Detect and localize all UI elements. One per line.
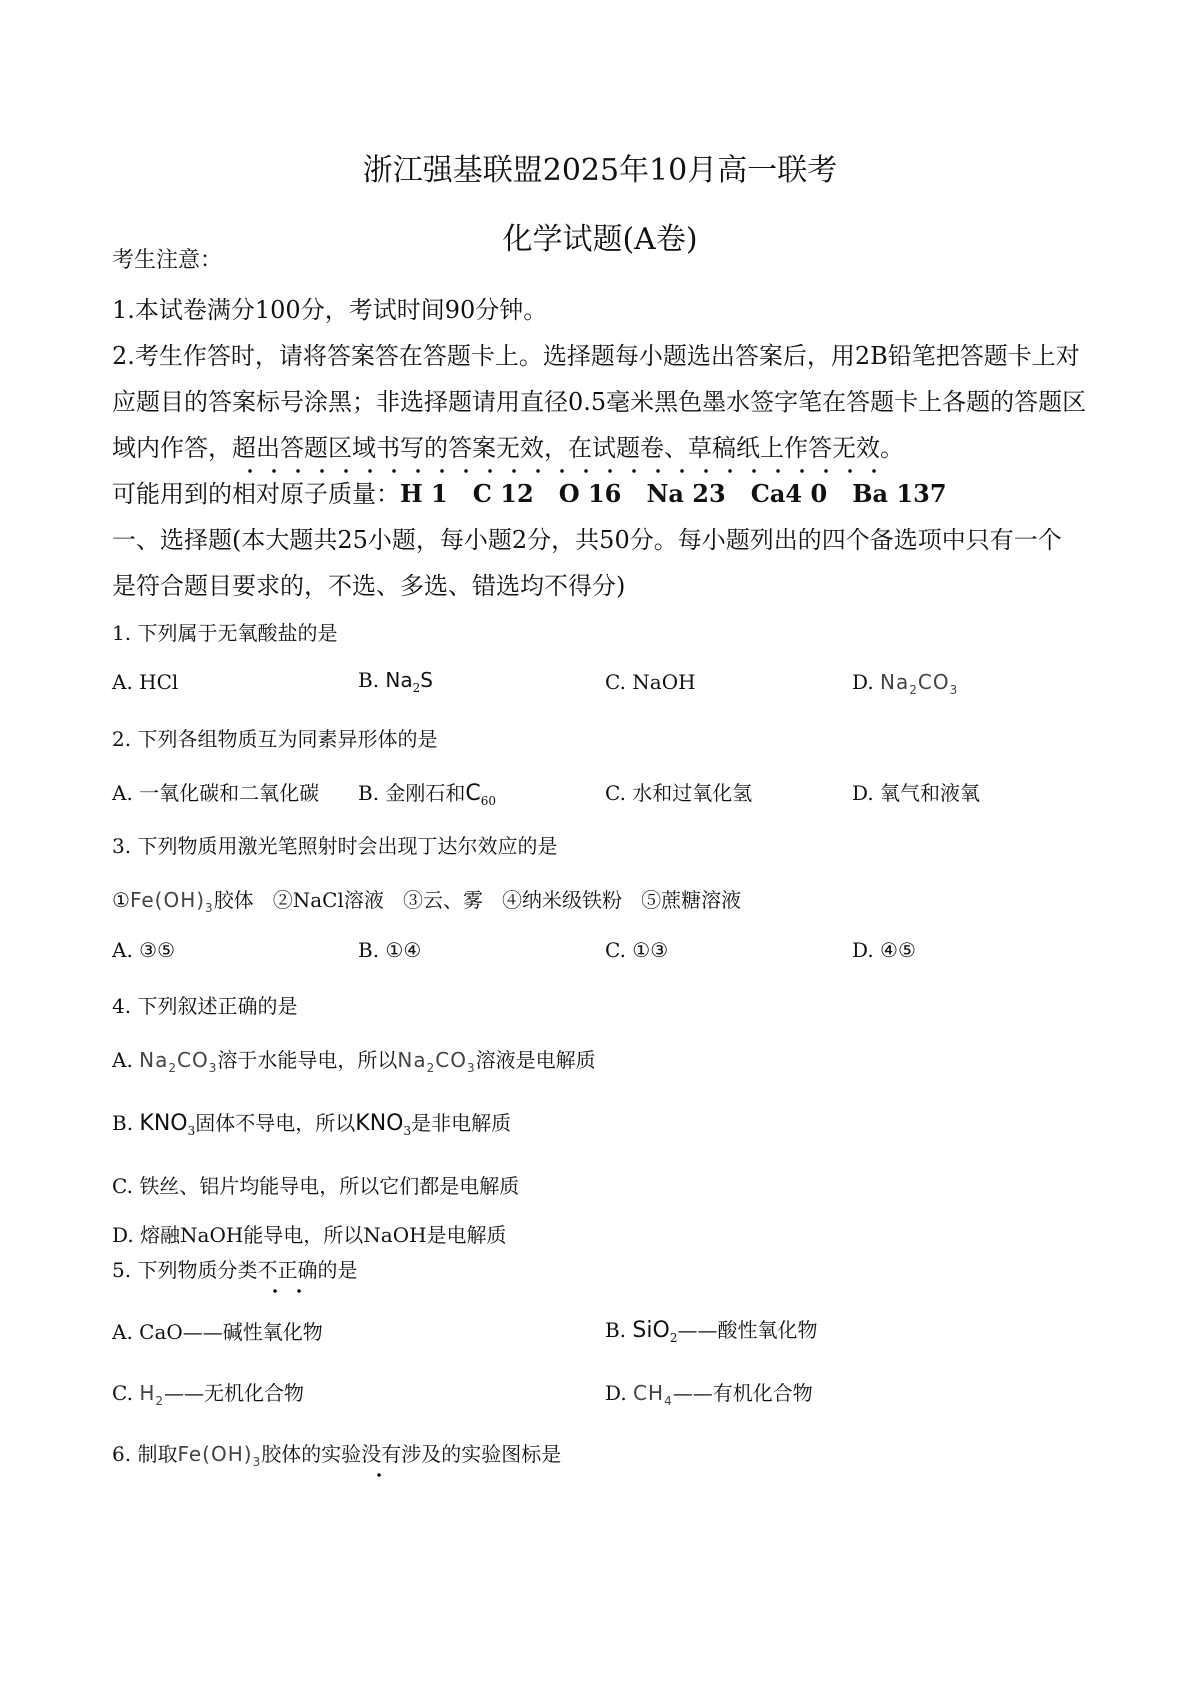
question-2-option-b: B. 金刚石和$C_{60}$	[358, 781, 497, 808]
question-2-option-c: C. 水和过氧化氢	[605, 781, 753, 805]
question-2-option-a: A. 一氧化碳和二氧化碳	[112, 781, 320, 805]
question-1-option-a: A. HCl	[112, 670, 179, 694]
question-5-option-d: D. $CH_4——$有机化合物	[605, 1381, 813, 1408]
question-5-option-c: C. $H_2——$无机化合物	[112, 1381, 304, 1408]
question-6-stem: 6. 制取$Fe(OH)_3$胶体的实验没有涉及的实验图标是	[112, 1438, 561, 1469]
question-3-option-b: B. ①④	[358, 938, 422, 962]
notice-item-2-line-3	[112, 428, 904, 463]
atomic-mass-label: 可能用到的相对原子质量：	[112, 480, 400, 508]
notice-text: 域内作答，	[112, 434, 232, 462]
question-4-option-a: A. $Na_2CO_3$溶于水能导电，所以$Na_2CO_3$溶液是电解质	[112, 1048, 596, 1075]
atomic-mass-line	[112, 474, 947, 509]
question-1-stem: 1. 下列属于无氧酸盐的是	[112, 621, 338, 645]
question-4-option-d: D. 熔融NaOH能导电，所以NaOH是电解质	[112, 1223, 507, 1247]
question-2-option-d: D. 氧气和液氧	[852, 781, 981, 805]
question-3-option-d: D. ④⑤	[852, 938, 916, 962]
emphasis-text: 没有	[361, 1442, 401, 1478]
question-5-stem: 5. 下列物质分类不正确的是	[112, 1254, 357, 1283]
notice-item-2-line-2: 应题目的答案标号涂黑；非选择题请用直径0.5毫米黑色墨水签字笔在答题卡上各题的答题区	[112, 388, 1087, 416]
question-3-stem: 3. 下列物质用激光笔照射时会出现丁达尔效应的是	[112, 834, 558, 858]
emphasis-text: 不正确	[257, 1258, 317, 1294]
question-4-option-c: C. 铁丝、铝片均能导电，所以它们都是电解质	[112, 1174, 520, 1198]
question-3-items: $①Fe(OH)_3$胶体 ②NaCl溶液 ③云、雾 ④纳米级铁粉 ⑤蔗糖溶液	[112, 888, 742, 915]
notice-item-2-line-1: 2.考生作答时，请将答案答在答题卡上。选择题每小题选出答案后，用2B铅笔把答题卡上对	[112, 342, 1080, 370]
question-2-stem: 2. 下列各组物质互为同素异形体的是	[112, 727, 438, 751]
question-5-option-b: B. SiO$_2$——酸性氧化物	[605, 1318, 818, 1345]
question-1-option-b: B. $Na_2S$	[358, 668, 433, 695]
atomic-mass-values: H 1 C 12 O 16 Na 23 Ca4 0 Ba 137	[400, 479, 947, 508]
notice-text-end: 。	[880, 434, 904, 462]
notice-heading: 考生注意：	[112, 248, 223, 273]
question-1-option-d: D. $Na_2CO_3$	[852, 670, 959, 697]
question-3-option-c: C. ①③	[605, 938, 669, 962]
emphasis-text: 超出答题区域书写的答案无效，在试题卷、草稿纸上作答无效	[232, 434, 880, 474]
question-1-option-c: C. NaOH	[605, 670, 696, 694]
question-4-option-b: B. $KNO_3$固体不导电，所以$KNO_3$是非电解质	[112, 1111, 512, 1138]
section-heading-line-1: 一、选择题(本大题共25小题，每小题2分，共50分。每小题列出的四个备选项中只有一个	[112, 526, 1062, 554]
question-4-stem: 4. 下列叙述正确的是	[112, 994, 298, 1018]
question-5-option-a: A. CaO——碱性氧化物	[112, 1320, 323, 1344]
exam-title: 浙江强基联盟2025年10月高一联考	[362, 153, 838, 188]
exam-subtitle: 化学试题(A卷)	[502, 222, 698, 257]
section-heading-line-2: 是符合题目要求的，不选、多选、错选均不得分)	[112, 572, 626, 600]
question-3-option-a: A. ③⑤	[112, 938, 176, 962]
notice-item-1: 1.本试卷满分100分，考试时间90分钟。	[112, 296, 548, 324]
